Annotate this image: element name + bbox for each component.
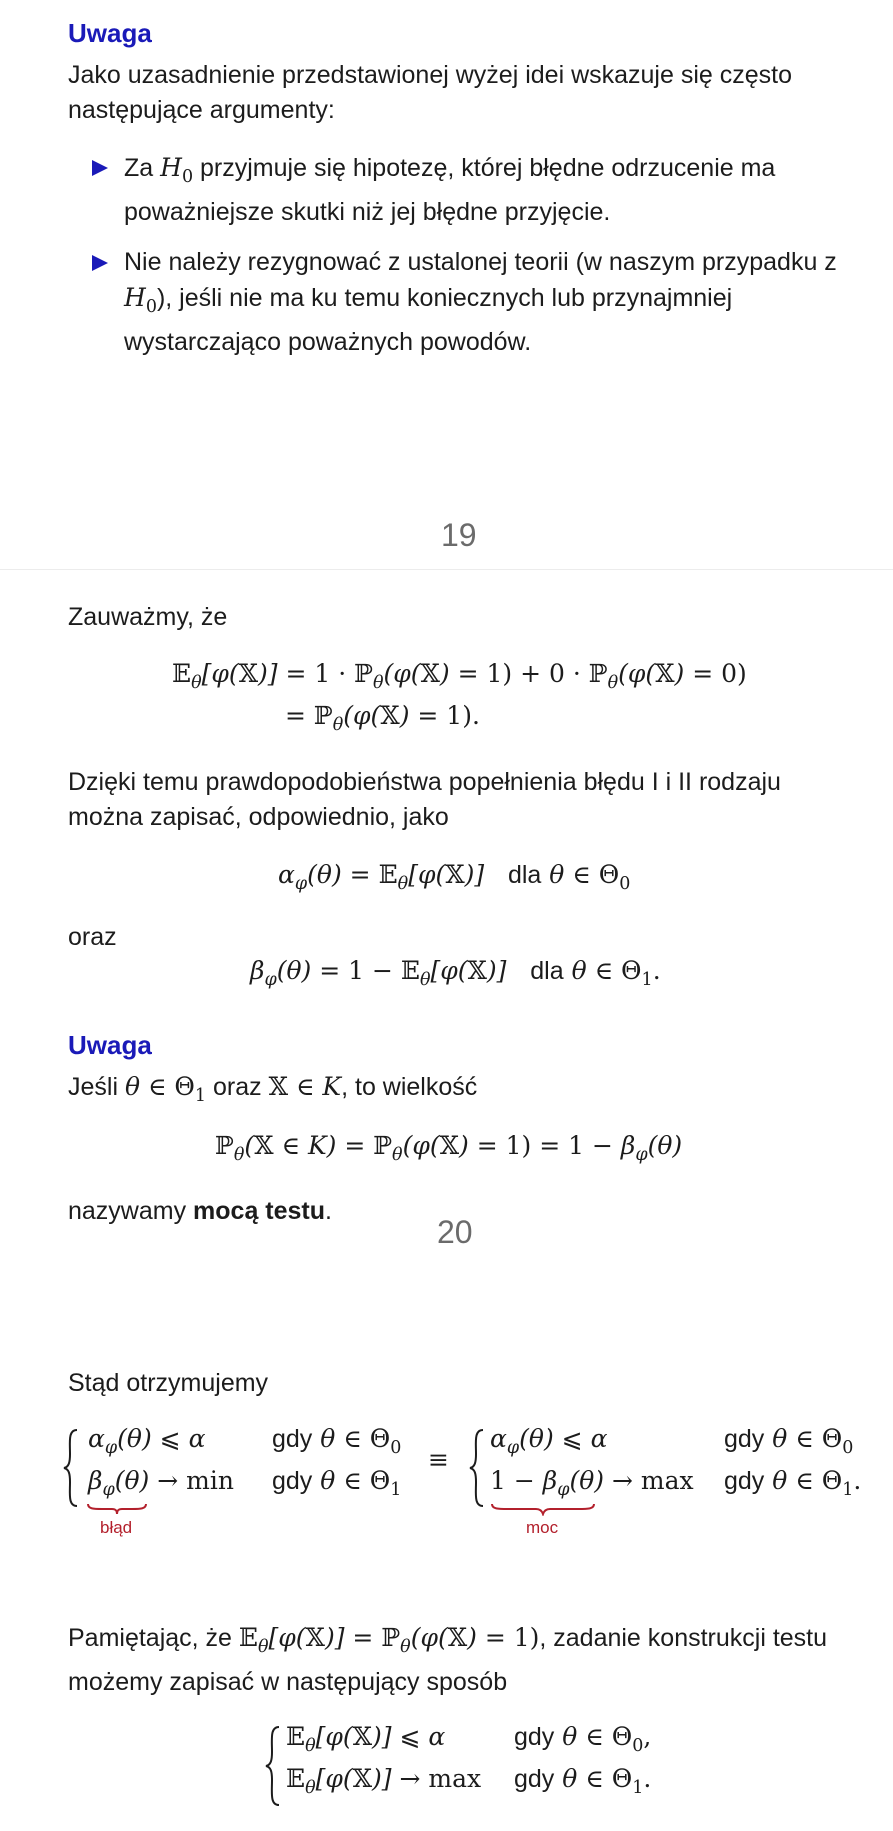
final-system-condition-1: gdy θ ∈ $\Theta_0$,	[514, 1722, 652, 1756]
intro-text: Stąd otrzymujemy	[68, 1369, 269, 1397]
bullet-item-2: Nie należy rezygnować z ustalonej teorii (w naszym przypadku z $H_0$), jeśli nie ma ku temu koniecznych lub przynajmniej wystarczająco poważnych powodów.	[124, 248, 837, 356]
curly-brace-icon	[468, 1428, 486, 1508]
error-probability-paragraph: Dzięki temu prawdopodobieństwa popełnienia błędu I i II rodzaju można zapisać, odpowiednio, jako	[68, 768, 781, 831]
curly-brace-icon	[62, 1428, 80, 1508]
right-system-line-1: $\alpha_\varphi(\theta)$ ⩽ α	[490, 1424, 608, 1458]
oraz-text: oraz	[68, 923, 117, 951]
expectation-equation-line-1: 𝔼$_\theta$[φ(𝕏)] = 1 · ℙ$_\theta$(φ(𝕏) = 1) + 0 · ℙ$_\theta$(φ(𝕏) = 0)	[172, 659, 747, 693]
right-system-condition-1: gdy θ ∈ $\Theta_0$	[724, 1424, 854, 1458]
slide-19	[0, 0, 893, 570]
curly-brace-icon	[264, 1725, 282, 1807]
final-system-line-1: 𝔼$_\theta$[φ(𝕏)] ⩽ α	[286, 1722, 446, 1756]
remark-condition: Jeśli θ ∈ $\Theta_1$ oraz 𝕏 ∈ K, to wielkość	[68, 1072, 478, 1106]
bullet-item-1: Za $H_0$ przyjmuje się hipotezę, której błędne odrzucenie ma poważniejsze skutki niż jej błędne przyjęcie.	[124, 153, 776, 226]
left-system-condition-1: gdy θ ∈ $\Theta_0$	[272, 1424, 402, 1458]
left-system-line-2: $\beta_\varphi(\theta) \to \min$	[88, 1466, 234, 1500]
page-divider	[0, 569, 893, 570]
left-system-line-1: $\alpha_\varphi(\theta)$ ⩽ α	[88, 1424, 206, 1458]
underbrace-icon	[490, 1502, 596, 1516]
triangle-bullet-icon	[90, 253, 110, 273]
page-number: 20	[437, 1214, 473, 1250]
final-system-condition-2: gdy θ ∈ $\Theta_1$.	[514, 1764, 652, 1798]
remark-heading: Uwaga	[68, 18, 152, 48]
power-label: moc	[526, 1518, 559, 1537]
right-system-line-2: $1 - \beta_\varphi(\theta) \to \max$	[490, 1466, 694, 1500]
alpha-definition: $\alpha_\varphi(\theta)$ = 𝔼$_\theta$[φ(𝕏)] dla θ ∈ $\Theta_0$	[278, 860, 631, 894]
power-definition-text: nazywamy mocą testu.	[68, 1197, 332, 1225]
equivalence-symbol: ≡	[428, 1445, 449, 1474]
left-system-condition-2: gdy θ ∈ $\Theta_1$	[272, 1466, 402, 1500]
final-system-line-2: 𝔼$_\theta$[φ(𝕏)] → max	[286, 1764, 482, 1798]
remark-heading: Uwaga	[68, 1030, 152, 1060]
intro-paragraph: Jako uzasadnienie przedstawionej wyżej idei wskazuje się często następujące argumenty:	[68, 61, 792, 124]
beta-definition: $\beta_\varphi(\theta) = 1$ − 𝔼$_\theta$[φ(𝕏)] dla θ ∈ $\Theta_1$.	[250, 956, 661, 990]
power-equation: ℙ$_\theta$(𝕏 ∈ K) = ℙ$_\theta$(φ(𝕏) = $1) = 1 - \beta_\varphi(\theta)$	[215, 1131, 683, 1165]
intro-text: Zauważmy, że	[68, 603, 228, 631]
triangle-bullet-icon	[90, 158, 110, 178]
slide-21	[0, 1300, 893, 1831]
expectation-equation-line-2: = ℙ$_\theta$(φ(𝕏) = 1).	[285, 701, 480, 735]
construction-paragraph: Pamiętając, że 𝔼$_\theta$[φ(𝕏)] = ℙ$_\theta$(φ(𝕏) = 1), zadanie konstrukcji testu możemy zapisać w następujący sposób	[68, 1623, 828, 1696]
right-system-condition-2: gdy θ ∈ $\Theta_1$.	[724, 1466, 862, 1500]
slide-20	[0, 571, 893, 1271]
page-number: 19	[441, 517, 477, 553]
underbrace-icon	[86, 1502, 148, 1516]
error-label: błąd	[100, 1518, 133, 1537]
